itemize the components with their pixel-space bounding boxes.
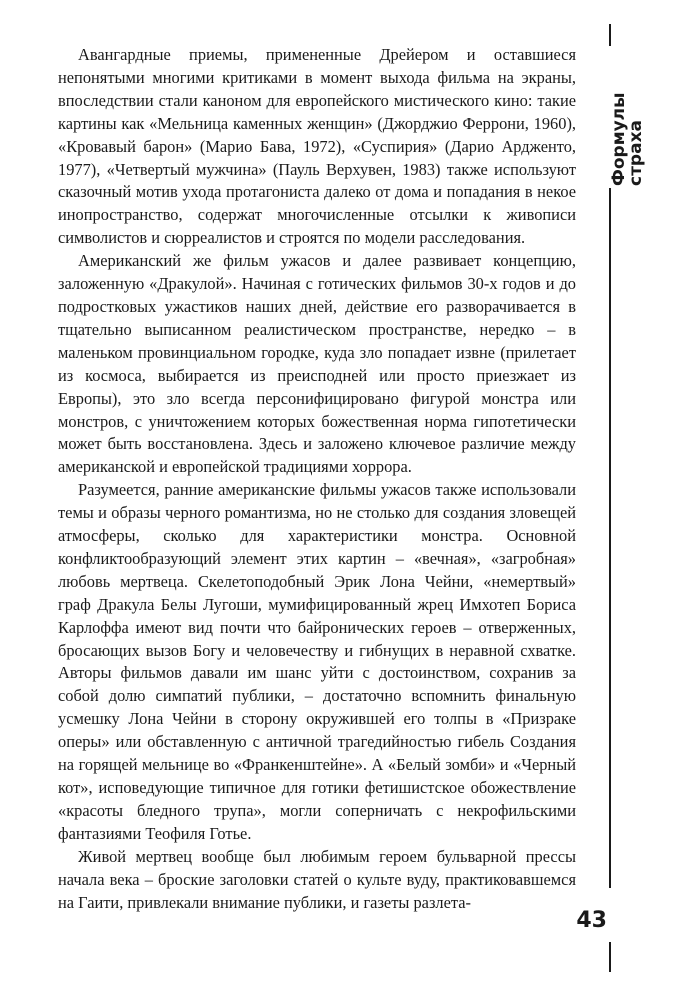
side-rule-top [609, 24, 611, 46]
side-rule-bottom [609, 942, 611, 972]
paragraph-1: Авангардные приемы, примененные Дрейером и оставшиеся непонятыми многими критиками в момент выхода фильма на экраны, впоследствии стали каноном для европейского мистического кино: такие картины как «Мельница каменных женщин» (Джорджио Феррони, 1960), «Кровавый барон» (Марио Бава, 1972), «Суспирия» (Дарио Ардженто, 1977), «Четвертый мужчина» (Пауль Верхувен, 1983) также используют сказочный мотив ухода протагониста далеко от дома и попадания в некое инопространство, содержат многочисленные отсылки к живописи символистов и сюрреалистов и строятся по модели расследования. [58, 45, 576, 248]
side-rule-middle [609, 188, 611, 888]
running-head-line-2: страха [626, 119, 646, 186]
running-head [610, 46, 650, 186]
paragraph-3: Разумеется, ранние американские фильмы ужасов также использовали темы и образы черного романтизма, но не столько для создания зловещей атмосферы, сколько для характеристики монстра. Основной конфликтообразующий элемент этих картин – «вечная», «загробная» любовь мертвеца. Скелетоподобный Эрик Лона Чейни, «немертвый» граф Дракула Белы Лугоши, мумифицированный жрец Имхотеп Бориса Карлоффа имеют вид почти что байронических героев – отверженных, бросающих вызов Богу и человечеству и гибнущих в неравной схватке. Авторы фильмов давали им шанс уйти с достоинством, сохранив за собой долю симпатий публики, – достаточно вспомнить финальную усмешку Лона Чейни в сторону окружившей его толпы в «Призраке оперы» или обставленную с античной трагедийностью гибель Создания на горящей мельнице во «Франкенштейне». А «Белый зомби» и «Черный кот», исповедующие типичное для готики фетишистское обожествление «красоты бледного трупа», могли соперничать с некрофильскими фантазиями Теофиля Готье. [58, 480, 576, 843]
paragraph-2: Американский же фильм ужасов и далее развивает концепцию, заложенную «Дракулой». Начиная с готических фильмов 30-х годов и до подростковых ужастиков наших дней, действие его разворачивается в тщательно выписанном реалистическом пространстве, нередко – в маленьком провинциальном городке, куда зло попадает извне (прилетает из космоса, выбирается из преисподней или просто приезжает из Европы), это зло всегда персонифицировано фигурой монстра или монстров, с уничтожением которых божественная норма гипотетически может быть восстановлена. Здесь и заложено ключевое различие между американской и европейской традициями хоррора. [58, 251, 576, 477]
page-number: 43 [576, 908, 607, 933]
running-head-line-1: Формулы [609, 92, 629, 186]
body-text [58, 44, 576, 914]
paragraph-4: Живой мертвец вообще был любимым героем бульварной прессы начала века – броские заголовки статей о культе вуду, практиковавшемся на Гаити, привлекали внимание публики, и газеты разлета- [58, 846, 576, 912]
